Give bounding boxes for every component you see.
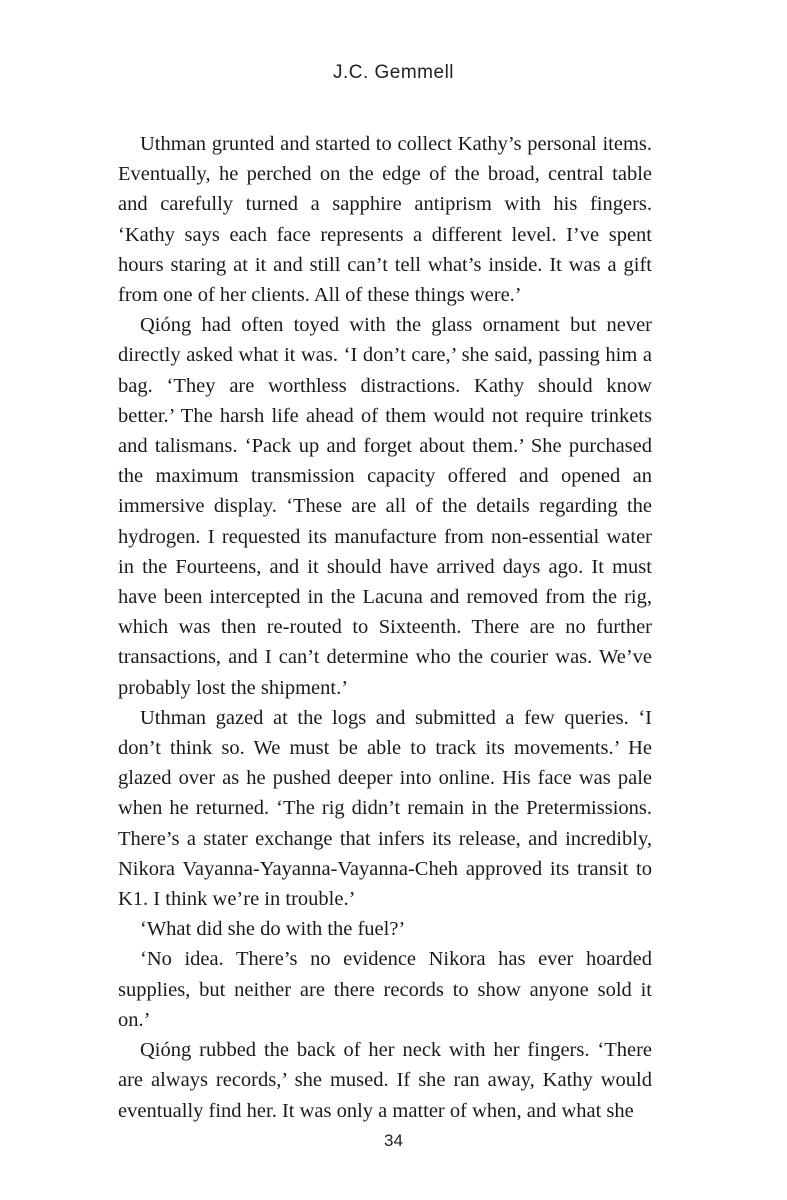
paragraph: Uthman grunted and started to collect Kathy’s personal items. Eventually, he perched on the edge of the broad, central table and carefully turned a sapphire antiprism with his fingers. ‘Kathy says each face represents a different level. I’ve spent hours staring at it and still can’t tell what’s inside. It was a gift from one of her clients. All of these things were.’ [118,133,652,307]
page-number: 34 [384,1131,403,1150]
body-text [118,129,652,1126]
paragraph: ‘No idea. There’s no evidence Nikora has ever hoarded supplies, but neither are there records to show anyone sold it on.’ [118,948,652,1031]
paragraph: ‘What did she do with the fuel?’ [140,918,406,941]
paragraph: Uthman gazed at the logs and submitted a few queries. ‘I don’t think so. We must be able to track its movements.’ He glazed over as he pushed deeper into online. His face was pale when he returned. ‘The rig didn’t remain in the Pretermissions. There’s a stater exchange that infers its release, and incredibly, Nikora Vayanna-Yayanna-Vayanna-Cheh approved its transit to K1. I think we’re in trouble.’ [118,706,652,911]
running-head: J.C. Gemmell [332,62,455,83]
paragraph: Qióng had often toyed with the glass ornament but never directly asked what it was. ‘I don’t care,’ she said, passing him a bag. ‘They are worthless distractions. Kathy should know better.’ The harsh life ahead of them would not require trinkets and talismans. ‘Pack up and forget about them.’ She purchased the maximum transmission capacity offered and opened an immersive display. ‘These are all of the details regarding the hydrogen. I requested its manufacture from non-essential water in the Fourteens, and it should have arrived days ago. It must have been intercepted in the Lacuna and removed from the rig, which was then re-routed to Sixteenth. There are no further transactions, and I can’t determine who the courier was. We’ve probably lost the shipment.’ [118,314,652,699]
paragraph: Qióng rubbed the back of her neck with her fingers. ‘There are always records,’ she mused. If she ran away, Kathy would eventually find her. It was only a matter of when, and what she [118,1039,652,1122]
